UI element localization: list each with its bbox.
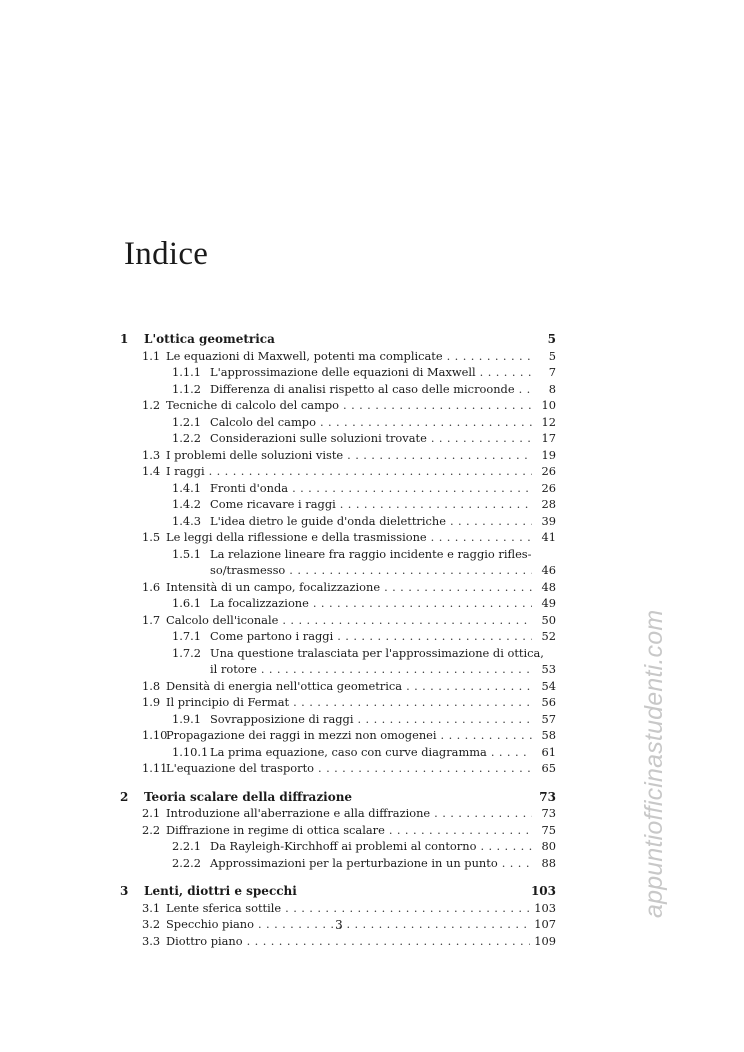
toc-entry-page: 8 bbox=[548, 381, 556, 396]
toc-entry-title: Come ricavare i raggi bbox=[210, 497, 336, 511]
toc-entry[interactable] bbox=[120, 711, 556, 728]
toc-entry-page: 53 bbox=[541, 662, 556, 676]
toc-leader-dots bbox=[293, 694, 532, 711]
toc-entry-title: La prima equazione, caso con curve diagramma bbox=[210, 744, 487, 759]
toc-entry-title: L'equazione del trasporto bbox=[166, 761, 315, 775]
toc-entry-number: 1.9.1 bbox=[172, 711, 201, 726]
toc-entry-title: Intensità di un campo, focalizzazione bbox=[166, 579, 381, 594]
toc-entry-page: 103 bbox=[530, 884, 556, 898]
toc-entry[interactable] bbox=[120, 430, 556, 447]
toc-leader-dots bbox=[247, 933, 531, 950]
toc-leader-dots bbox=[282, 612, 532, 629]
toc-entry-page: 26 bbox=[541, 480, 556, 495]
toc-entry-number: 1.1.1 bbox=[172, 365, 201, 379]
toc-entry[interactable] bbox=[120, 727, 556, 744]
toc-entry-number: 1.1.2 bbox=[172, 381, 201, 396]
toc-entry-number: 1.1 bbox=[142, 348, 161, 363]
toc-entry[interactable] bbox=[120, 645, 556, 662]
toc-entry[interactable] bbox=[120, 822, 556, 839]
toc-entry-title: Considerazioni sulle soluzioni trovate bbox=[210, 431, 427, 445]
toc-entry-title: Sovrapposizione di raggi bbox=[210, 711, 354, 726]
toc-leader-dots bbox=[441, 727, 532, 744]
toc-entry-number: 2.2.2 bbox=[172, 855, 201, 870]
toc-entry[interactable] bbox=[120, 612, 556, 629]
toc-entry-title: Diottro piano bbox=[166, 933, 243, 948]
toc-entry-number: 2.1 bbox=[142, 806, 161, 820]
toc-entry-title: Le equazioni di Maxwell, potenti ma complicate bbox=[166, 348, 443, 363]
toc-leader-dots bbox=[292, 480, 532, 497]
toc-entry-number: 1.4.3 bbox=[172, 513, 201, 528]
toc-entry-number: 1.2.1 bbox=[172, 414, 201, 429]
toc-entry-title: Fronti d'onda bbox=[210, 480, 289, 495]
toc-entry-number: 1.7.2 bbox=[172, 645, 201, 660]
toc-entry-page: 50 bbox=[541, 612, 556, 627]
toc-entry-number: 1.2 bbox=[142, 398, 161, 412]
toc-leader-dots bbox=[491, 744, 532, 761]
toc-entry-title: Propagazione dei raggi in mezzi non omogenei bbox=[166, 728, 437, 742]
toc-entry-number: 1.10 bbox=[142, 728, 168, 742]
toc-entry-number: 3.3 bbox=[142, 933, 161, 948]
toc-entry-page: 54 bbox=[541, 678, 556, 693]
toc-entry-page: 103 bbox=[534, 900, 556, 915]
toc-leader-dots bbox=[519, 381, 532, 398]
toc-entry-number: 3.2 bbox=[142, 917, 161, 931]
toc-entry-number: 1.3 bbox=[142, 447, 161, 462]
toc-entry-page: 7 bbox=[548, 365, 556, 379]
toc-entry-title: Da Rayleigh-Kirchhoff ai problemi al contorno bbox=[210, 839, 477, 853]
toc-entry[interactable] bbox=[120, 694, 556, 711]
toc-entry[interactable] bbox=[120, 678, 556, 695]
toc-entry-number: 1.11 bbox=[142, 761, 168, 775]
toc-entry-title: L'approssimazione delle equazioni di Maxwell bbox=[210, 365, 476, 379]
toc-entry-title: so/trasmesso bbox=[210, 563, 286, 577]
toc-leader-dots bbox=[502, 855, 532, 872]
toc-entry-number: 1.5 bbox=[142, 530, 161, 544]
toc-entry-title: Le leggi della riflessione e della trasmissione bbox=[166, 530, 427, 544]
toc-entry[interactable] bbox=[120, 883, 556, 900]
toc-entry-title: Calcolo del campo bbox=[210, 414, 316, 429]
toc-entry-page: 65 bbox=[541, 761, 556, 775]
toc-entry-page: 52 bbox=[541, 629, 556, 643]
toc-leader-dots bbox=[337, 628, 532, 645]
toc-entry-number: 1.6 bbox=[142, 579, 161, 594]
toc-entry[interactable] bbox=[120, 348, 556, 365]
toc-entry-number: 2.2 bbox=[142, 822, 161, 837]
toc-entry-page: 109 bbox=[534, 933, 556, 948]
toc-entry[interactable] bbox=[120, 838, 556, 855]
toc-entry-title: Tecniche di calcolo del campo bbox=[166, 398, 340, 412]
toc-entry-number: 1.4.1 bbox=[172, 480, 201, 495]
toc-leader-dots bbox=[261, 661, 532, 678]
toc-entry-title: I raggi bbox=[166, 464, 205, 478]
toc-entry-page: 58 bbox=[541, 728, 556, 742]
toc-entry-title: L'idea dietro le guide d'onda dielettriche bbox=[210, 513, 446, 528]
toc-entry-page: 48 bbox=[541, 579, 556, 594]
toc-entry-page: 5 bbox=[547, 332, 556, 346]
toc-entry-page: 57 bbox=[541, 711, 556, 726]
toc-entry-number: 1.7.1 bbox=[172, 629, 201, 643]
toc-entry-title: La relazione lineare fra raggio incidente e raggio rifles- bbox=[210, 546, 532, 561]
page-title: Indice bbox=[124, 236, 209, 272]
toc-entry[interactable] bbox=[120, 496, 556, 513]
toc-entry[interactable] bbox=[120, 447, 556, 464]
toc-leader-dots bbox=[434, 805, 532, 822]
toc-entry-number: 1 bbox=[120, 332, 129, 346]
toc-entry-title: Lente sferica sottile bbox=[166, 900, 282, 915]
toc-entry[interactable] bbox=[120, 661, 556, 678]
toc-entry[interactable] bbox=[120, 744, 556, 761]
toc-entry-page: 28 bbox=[541, 497, 556, 511]
toc-leader-dots bbox=[285, 900, 530, 917]
toc-entry-page: 73 bbox=[539, 789, 556, 804]
toc-entry-page: 5 bbox=[548, 348, 556, 363]
toc-entry-number: 2 bbox=[120, 789, 129, 804]
toc-entry-number: 1.4 bbox=[142, 464, 161, 478]
toc-leader-dots bbox=[313, 595, 532, 612]
toc-entry-page: 75 bbox=[541, 822, 556, 837]
toc-entry-title: L'ottica geometrica bbox=[144, 332, 275, 346]
table-of-contents bbox=[120, 331, 556, 949]
toc-entry-number: 1.7 bbox=[142, 612, 161, 627]
toc-entry[interactable] bbox=[120, 900, 556, 917]
toc-leader-dots bbox=[480, 838, 532, 855]
toc-entry-page: 61 bbox=[541, 744, 556, 759]
toc-entry[interactable] bbox=[120, 760, 556, 777]
toc-entry-number: 1.5.1 bbox=[172, 546, 201, 561]
toc-entry[interactable] bbox=[120, 381, 556, 398]
toc-entry-title: Una questione tralasciata per l'approssimazione di ottica, bbox=[210, 645, 544, 660]
toc-entry-page: 49 bbox=[541, 596, 556, 610]
toc-entry-title: La focalizzazione bbox=[210, 596, 309, 610]
toc-entry-title: Il principio di Fermat bbox=[166, 695, 290, 709]
toc-entry[interactable] bbox=[120, 595, 556, 612]
toc-entry-number: 1.4.2 bbox=[172, 497, 201, 511]
toc-entry-title: Diffrazione in regime di ottica scalare bbox=[166, 822, 385, 837]
toc-entry[interactable] bbox=[120, 546, 556, 563]
toc-entry-title: Teoria scalare della diffrazione bbox=[144, 789, 353, 804]
toc-entry-number: 1.6.1 bbox=[172, 596, 201, 610]
toc-leader-dots bbox=[431, 430, 532, 447]
toc-leader-dots bbox=[343, 397, 532, 414]
toc-entry-number: 1.10.1 bbox=[172, 744, 209, 759]
toc-entry[interactable] bbox=[120, 855, 556, 872]
toc-leader-dots bbox=[480, 364, 532, 381]
toc-entry-title: Approssimazioni per la perturbazione in un punto bbox=[210, 855, 498, 870]
watermark: appuntiofficinastudenti.com bbox=[640, 609, 668, 918]
toc-leader-dots bbox=[357, 711, 532, 728]
toc-leader-dots bbox=[406, 678, 532, 695]
toc-entry-number: 1.2.2 bbox=[172, 431, 201, 445]
toc-entry-page: 73 bbox=[541, 806, 556, 820]
toc-entry-page: 56 bbox=[541, 695, 556, 709]
toc-entry-title: Differenza di analisi rispetto al caso delle microonde bbox=[210, 381, 515, 396]
toc-entry-number: 1.8 bbox=[142, 678, 161, 693]
toc-entry[interactable] bbox=[120, 513, 556, 530]
toc-leader-dots bbox=[318, 760, 532, 777]
toc-leader-dots bbox=[347, 447, 532, 464]
toc-leader-dots bbox=[340, 496, 532, 513]
toc-entry-page: 107 bbox=[534, 917, 556, 931]
toc-entry-page: 17 bbox=[541, 431, 556, 445]
toc-leader-dots bbox=[431, 529, 532, 546]
toc-leader-dots bbox=[450, 513, 532, 530]
toc-entry[interactable] bbox=[120, 933, 556, 950]
toc-entry-page: 19 bbox=[541, 447, 556, 462]
toc-entry-title: Lenti, diottri e specchi bbox=[144, 884, 297, 898]
toc-leader-dots bbox=[209, 463, 532, 480]
toc-entry[interactable] bbox=[120, 480, 556, 497]
toc-entry-page: 39 bbox=[541, 513, 556, 528]
toc-entry-title: Specchio piano bbox=[166, 917, 254, 931]
toc-entry[interactable] bbox=[120, 805, 556, 822]
toc-entry[interactable] bbox=[120, 789, 556, 806]
toc-leader-dots bbox=[320, 414, 532, 431]
toc-entry[interactable] bbox=[120, 364, 556, 381]
toc-entry[interactable] bbox=[120, 414, 556, 431]
toc-entry-page: 88 bbox=[541, 855, 556, 870]
toc-entry[interactable] bbox=[120, 529, 556, 546]
toc-entry-number: 2.2.1 bbox=[172, 839, 201, 853]
toc-entry[interactable] bbox=[120, 579, 556, 596]
toc-entry-number: 3 bbox=[120, 884, 129, 898]
toc-entry[interactable] bbox=[120, 562, 556, 579]
toc-entry-page: 80 bbox=[541, 839, 556, 853]
toc-entry-title: I problemi delle soluzioni viste bbox=[166, 447, 344, 462]
toc-entry-page: 46 bbox=[541, 563, 556, 577]
toc-entry[interactable] bbox=[120, 397, 556, 414]
toc-leader-dots bbox=[447, 348, 532, 365]
toc-entry-page: 26 bbox=[541, 464, 556, 478]
toc-entry-title: Introduzione all'aberrazione e alla diffrazione bbox=[166, 806, 431, 820]
toc-entry-page: 12 bbox=[541, 414, 556, 429]
toc-entry-title: Come partono i raggi bbox=[210, 629, 334, 643]
toc-entry[interactable] bbox=[120, 331, 556, 348]
toc-entry[interactable] bbox=[120, 628, 556, 645]
toc-leader-dots bbox=[389, 822, 532, 839]
toc-entry-page: 41 bbox=[541, 530, 556, 544]
toc-entry-title: Densità di energia nell'ottica geometrica bbox=[166, 678, 403, 693]
toc-entry-title: Calcolo dell'iconale bbox=[166, 612, 279, 627]
toc-entry-number: 1.9 bbox=[142, 695, 161, 709]
toc-leader-dots bbox=[384, 579, 532, 596]
toc-entry-number: 3.1 bbox=[142, 900, 161, 915]
toc-leader-dots bbox=[289, 562, 532, 579]
toc-entry[interactable] bbox=[120, 463, 556, 480]
toc-entry-title: il rotore bbox=[210, 662, 257, 676]
page-number: 3 bbox=[335, 918, 343, 932]
toc-entry-page: 10 bbox=[541, 398, 556, 412]
